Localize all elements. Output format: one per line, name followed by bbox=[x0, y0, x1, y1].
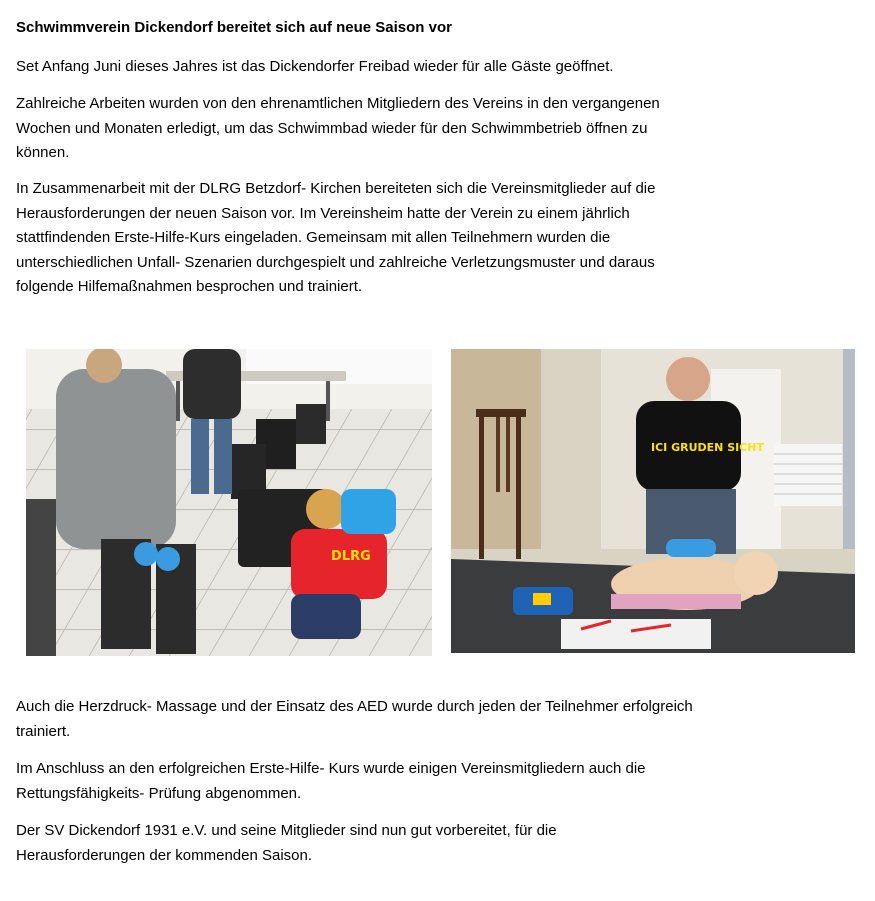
paragraph-conclusion bbox=[16, 819, 816, 868]
photo-training-hall bbox=[26, 349, 432, 656]
paragraph-opening: Set Anfang Juni dieses Jahres ist das Dickendorfer Freibad wieder für alle Gäste geöffnet. bbox=[16, 58, 614, 75]
text-line: Herausforderungen der neuen Saison vor. Im Vereinsheim hatte der Verein zu einem jährlich bbox=[16, 204, 630, 222]
text-line: Im Anschluss an den erfolgreichen Erste-Hilfe- Kurs wurde einigen Vereinsmitgliedern auch die bbox=[16, 760, 646, 777]
photo-cpr-training bbox=[451, 349, 855, 653]
text-line: Wochen und Monaten erledigt, um das Schwimmbad wieder für den Schwimmbetrieb öffnen zu bbox=[16, 119, 648, 137]
text-line: Auch die Herzdruck- Massage und der Einsatz des AED wurde durch jeden der Teilnehmer erfolgreich bbox=[16, 698, 693, 715]
text-line: Der SV Dickendorf 1931 e.V. und seine Mitglieder sind nun gut vorbereitet, für die bbox=[16, 822, 557, 839]
paragraph-preparation-work bbox=[16, 92, 816, 166]
paragraph-first-aid-course bbox=[16, 177, 816, 300]
text-line: Rettungsfähigkeits- Prüfung abgenommen. bbox=[16, 784, 302, 802]
text-line: unterschiedlichen Unfall- Szenarien durchgespielt und zahlreiche Verletzungsmuster und daraus bbox=[16, 253, 655, 271]
photo-cpr-training-illustration bbox=[451, 349, 855, 653]
text-line: In Zusammenarbeit mit der DLRG Betzdorf- Kirchen bereiteten sich die Vereinsmitglieder auf die bbox=[16, 180, 656, 197]
text-line: Zahlreiche Arbeiten wurden von den ehrenamtlichen Mitgliedern des Vereins in den vergangenen bbox=[16, 95, 660, 112]
text-line: trainiert. bbox=[16, 722, 71, 740]
text-line: Herausforderungen der kommenden Saison. bbox=[16, 846, 313, 864]
text-line: stattfindenden Erste-Hilfe-Kurs eingeladen. Gemeinsam mit allen Teilnehmern wurden die bbox=[16, 229, 611, 246]
photo-training-hall-illustration bbox=[26, 349, 432, 656]
paragraph-rescue-exam bbox=[16, 757, 816, 806]
trainer-shirt-text: ICI GRUDEN SICHT bbox=[651, 441, 764, 454]
text-line: können. bbox=[16, 144, 70, 161]
text-line: folgende Hilfemaßnahmen besprochen und trainiert. bbox=[16, 278, 363, 295]
article-title: Schwimmverein Dickendorf bereitet sich auf neue Saison vor bbox=[16, 19, 452, 36]
dlrg-shirt-text: DLRG bbox=[331, 549, 371, 564]
paragraph-cpr-aed bbox=[16, 695, 816, 744]
